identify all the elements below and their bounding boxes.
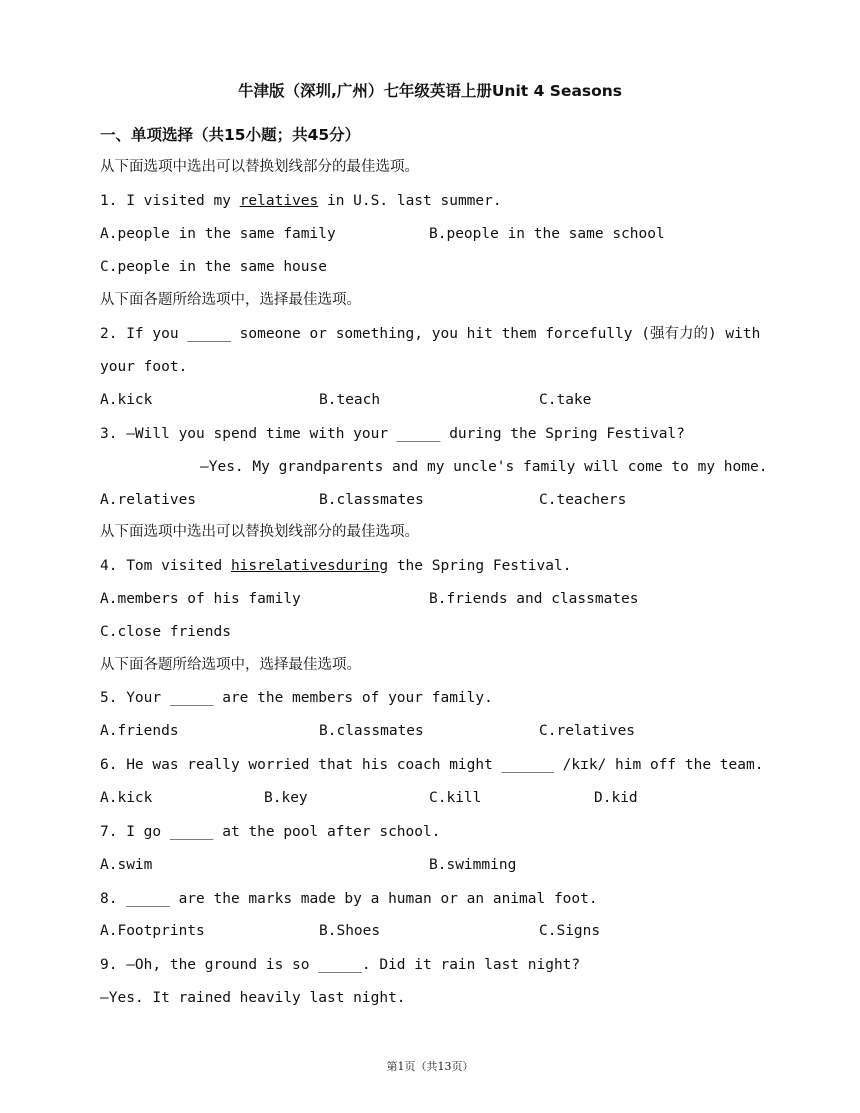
- document-title: 牛津版（深圳,广州）七年级英语上册Unit 4 Seasons: [237, 82, 623, 100]
- question-2-line-1: 2. If you _____ someone or something, you hit them forcefully (强有力的) with: [100, 326, 761, 342]
- question-text: 1. I visited my: [100, 193, 240, 209]
- q3-option-a: A.relatives: [100, 492, 197, 508]
- q7-option-b: B.swimming: [429, 857, 517, 873]
- q1-option-c: C.people in the same house: [100, 259, 327, 275]
- q8-option-a: A.Footprints: [100, 923, 205, 939]
- underlined-word: relatives: [239, 193, 319, 209]
- question-3-line-1: 3. —Will you spend time with your _____ during the Spring Festival?: [100, 426, 685, 442]
- q6-option-a: A.kick: [100, 790, 153, 806]
- instruction-text: 从下面各题所给选项中，选择最佳选项。: [100, 292, 361, 308]
- question-text: 4. Tom visited: [100, 558, 231, 574]
- q5-option-c: C.relatives: [539, 723, 636, 739]
- q2-option-c: C.take: [539, 392, 592, 408]
- q6-option-d: D.kid: [594, 790, 638, 806]
- section-heading: 一、单项选择（共15小题；共45分）: [100, 126, 361, 144]
- question-2-line-2: your foot.: [100, 359, 188, 375]
- q2-option-a: A.kick: [100, 392, 153, 408]
- q4-option-c: C.close friends: [100, 624, 231, 640]
- instruction-text: 从下面选项中选出可以替换划线部分的最佳选项。: [100, 159, 419, 175]
- question-7: 7. I go _____ at the pool after school.: [100, 824, 441, 840]
- q1-option-b: B.people in the same school: [429, 226, 665, 242]
- question-1: [100, 191, 502, 211]
- q4-option-a: A.members of his family: [100, 591, 301, 607]
- question-9-line-1: 9. —Oh, the ground is so _____. Did it rain last night?: [100, 957, 581, 973]
- q3-option-b: B.classmates: [319, 492, 424, 508]
- q5-option-b: B.classmates: [319, 723, 424, 739]
- q5-option-a: A.friends: [100, 723, 179, 739]
- q2-option-b: B.teach: [319, 392, 381, 408]
- question-text: the Spring Festival.: [388, 558, 572, 574]
- question-4: [100, 556, 571, 576]
- instruction-text: 从下面各题所给选项中，选择最佳选项。: [100, 657, 361, 673]
- q4-option-b: B.friends and classmates: [429, 591, 639, 607]
- question-text: in U.S. last summer.: [318, 193, 502, 209]
- q7-option-a: A.swim: [100, 857, 153, 873]
- q8-option-c: C.Signs: [539, 923, 601, 939]
- q6-option-b: B.key: [264, 790, 308, 806]
- question-8: 8. _____ are the marks made by a human or an animal foot.: [100, 891, 598, 907]
- underlined-word: hisrelativesduring: [230, 558, 389, 574]
- q8-option-b: B.Shoes: [319, 923, 381, 939]
- q3-option-c: C.teachers: [539, 492, 627, 508]
- question-5: 5. Your _____ are the members of your family.: [100, 690, 493, 706]
- instruction-text: 从下面选项中选出可以替换划线部分的最佳选项。: [100, 524, 419, 540]
- question-9-line-2: —Yes. It rained heavily last night.: [100, 990, 406, 1006]
- q1-option-a: A.people in the same family: [100, 226, 336, 242]
- q6-option-c: C.kill: [429, 790, 482, 806]
- page-footer: 第1页（共13页）: [386, 1060, 474, 1073]
- question-3-line-2: —Yes. My grandparents and my uncle's family will come to my home.: [200, 459, 768, 475]
- question-6: 6. He was really worried that his coach might ______ /kɪk/ him off the team.: [100, 757, 764, 773]
